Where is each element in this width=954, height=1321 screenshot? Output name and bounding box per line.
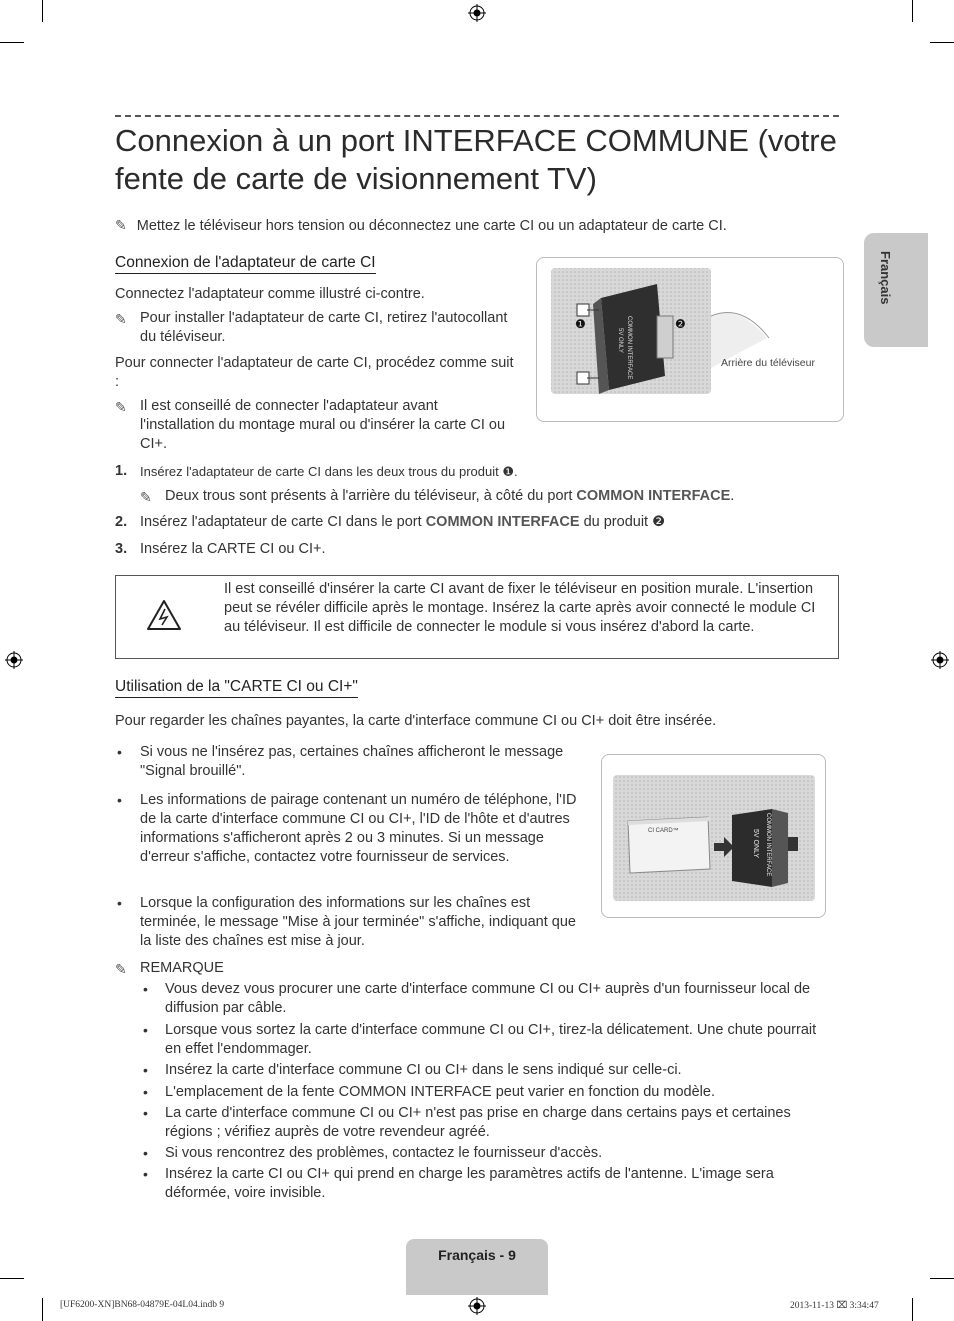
- pencil-note-icon: ✎: [115, 311, 127, 327]
- bullet-dot: •: [143, 1166, 148, 1182]
- module-text-2: 5V ONLY: [752, 829, 759, 859]
- intro-note-text: Mettez le téléviseur hors tension ou déconnectez une carte CI ou un adaptateur de carte CI.: [136, 218, 727, 234]
- list-item: Lorsque la configuration des informations sur les chaînes est terminée, le message "Mise à jour terminée" s'affiche, indiquant que la liste des chaînes est mise à jour.: [140, 895, 576, 949]
- adapter-text-2: 5V ONLY: [617, 328, 623, 353]
- list-item: Si vous ne l'insérez pas, certaines chaînes afficheront le message "Signal brouillé".: [140, 744, 564, 779]
- common-interface-label: COMMON INTERFACE: [425, 514, 580, 530]
- common-interface-label: COMMON INTERFACE: [576, 488, 731, 504]
- bullet-dot: •: [143, 1022, 148, 1038]
- title-rule: [115, 115, 839, 117]
- section1-para1: Connectez l'adaptateur comme illustré ci-contre.: [115, 286, 425, 302]
- list-item: Si vous rencontrez des problèmes, contactez le fournisseur d'accès.: [165, 1145, 603, 1161]
- registration-mark-icon: [931, 651, 949, 669]
- step-3-text: Insérez la CARTE CI ou CI+.: [140, 541, 326, 557]
- crop-mark: [0, 42, 24, 43]
- list-item: Lorsque vous sortez la carte d'interface commune CI ou CI+, tirez-la délicatement. Une chute pourrait en effet l'endommager.: [165, 1022, 817, 1057]
- marker-2: ❷: [675, 317, 686, 331]
- crop-mark: [0, 1278, 24, 1279]
- crop-mark: [912, 0, 913, 22]
- bullet-dot: •: [143, 1084, 148, 1100]
- bullet-dot: •: [143, 1062, 148, 1078]
- section1-note1: Pour installer l'adaptateur de carte CI, retirez l'autocollant du téléviseur.: [140, 310, 508, 345]
- bullet-dot: •: [143, 981, 148, 997]
- list-item: L'emplacement de la fente COMMON INTERFACE peut varier en fonction du modèle.: [165, 1084, 715, 1100]
- bullet-dot: •: [117, 744, 122, 760]
- section2-para: Pour regarder les chaînes payantes, la carte d'interface commune CI ou CI+ doit être insérée.: [115, 713, 717, 729]
- list-item: Insérez la carte d'interface commune CI ou CI+ dans le sens indiqué sur celle-ci.: [165, 1062, 682, 1078]
- warning-box: [115, 575, 839, 659]
- list-item: Insérez la carte CI ou CI+ qui prend en charge les paramètres actifs de l'antenne. L'image sera déformée, voire invisible.: [165, 1166, 774, 1201]
- figure1-label: Arrière du téléviseur: [721, 357, 815, 369]
- crop-mark: [42, 1298, 43, 1321]
- registration-mark-icon: [468, 4, 486, 22]
- section1-para2: Pour connecter l'adaptateur de carte CI, procédez comme suit :: [115, 355, 514, 390]
- adapter-text: COMMON INTERFACE: [626, 316, 632, 380]
- list-item: Vous devez vous procurer une carte d'interface commune CI ou CI+ auprès d'un fournisseur local de diffusion par câble.: [165, 981, 811, 1016]
- ci-card-label: CI CARD™: [648, 828, 679, 834]
- pencil-note-icon: ✎: [115, 399, 127, 415]
- page-number: Français - 9: [438, 1247, 516, 1263]
- language-side-tab: [864, 233, 928, 347]
- bullet-dot: •: [117, 895, 122, 911]
- intro-note: [115, 216, 835, 236]
- page-number-tab: [406, 1239, 548, 1295]
- step-number: 1.: [115, 463, 128, 479]
- file-info: [UF6200-XN]BN68-04879E-04L04.indb 9: [60, 1300, 225, 1310]
- step-2-text: Insérez l'adaptateur de carte CI dans le port COMMON INTERFACE du produit ❷: [140, 514, 666, 530]
- step-1-note: Deux trous sont présents à l'arrière du téléviseur, à côté du port COMMON INTERFACE.: [165, 488, 735, 504]
- pencil-note-icon: ✎: [115, 961, 127, 977]
- marker-1: ❶: [575, 317, 586, 331]
- crop-mark: [42, 0, 43, 22]
- page-title: Connexion à un port INTERFACE COMMUNE (votre fente de carte de visionnement TV): [115, 123, 837, 196]
- side-tab-label: Français: [878, 251, 893, 305]
- pencil-note-icon: ✎: [140, 489, 152, 505]
- pencil-note-icon: ✎: [115, 217, 127, 233]
- step-1-text: Insérez l'adaptateur de carte CI dans les deux trous du produit ❶.: [140, 464, 518, 479]
- module-text: COMMON INTERFACE: [765, 813, 771, 877]
- registration-mark-icon: [468, 1297, 486, 1315]
- section-heading-ci-card: Utilisation de la "CARTE CI ou CI+": [115, 678, 358, 698]
- section1-note2: Il est conseillé de connecter l'adaptateur avant l'installation du montage mural ou d'insérer la carte CI ou CI+.: [140, 398, 506, 452]
- section-heading-adapter: Connexion de l'adaptateur de carte CI: [115, 254, 376, 274]
- bullet-dot: •: [143, 1145, 148, 1161]
- list-item: La carte d'interface commune CI ou CI+ n'est pas prise en charge dans certains pays et certaines régions ; vérifiez auprès de votre revendeur agréé.: [165, 1105, 791, 1140]
- crop-mark: [930, 42, 954, 43]
- crop-mark: [930, 1278, 954, 1279]
- crop-mark: [912, 1298, 913, 1321]
- step-number: 2.: [115, 514, 128, 530]
- bullet-dot: •: [143, 1105, 148, 1121]
- registration-mark-icon: [5, 651, 23, 669]
- date-info: 2013-11-13 ⌧ 3:34:47: [790, 1301, 879, 1311]
- ci-card-figure: [601, 754, 826, 918]
- step-number: 3.: [115, 541, 128, 557]
- bullet-dot: •: [117, 792, 122, 808]
- remarque-label: REMARQUE: [140, 960, 224, 976]
- list-item: Les informations de pairage contenant un numéro de téléphone, l'ID de la carte d'interface commune CI ou CI+, l'ID de l'hôte et d'autres informations s'afficheront après 2 ou 3 minutes. Si un message d'erreur s'affiche, contactez votre fournisseur de services.: [140, 792, 577, 865]
- adapter-figure: [536, 257, 844, 422]
- warning-text: Il est conseillé d'insérer la carte CI avant de fixer le téléviseur en position murale. L'insertion peut se révéler difficile après le montage. Insérez la carte après avoir connecté le module CI au téléviseur. Il est difficile de connecter le module si vous insérez d'abord la carte.: [224, 581, 816, 635]
- warning-triangle-icon: [146, 598, 182, 632]
